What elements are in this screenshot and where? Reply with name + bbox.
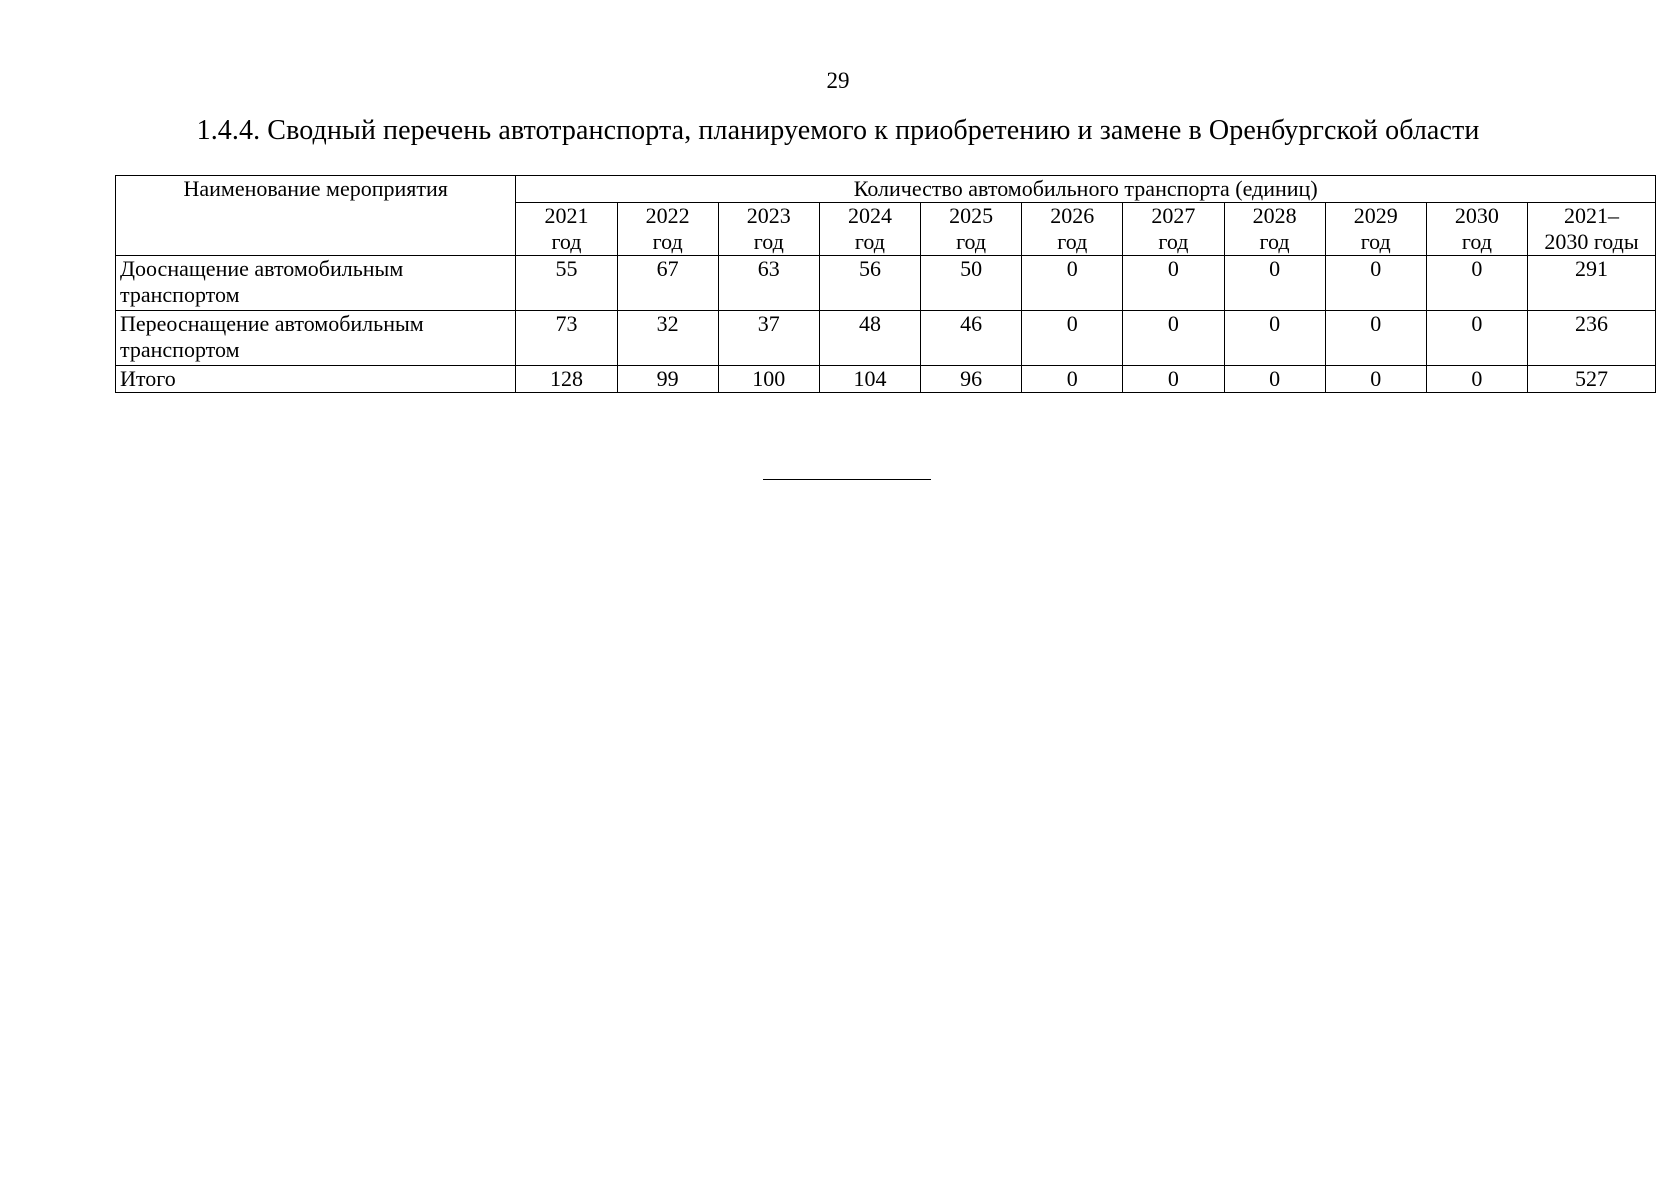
- cell-2023: 63: [718, 256, 819, 311]
- cell-2024: 104: [819, 366, 920, 393]
- cell-total: 236: [1527, 311, 1655, 366]
- cell-2024: 56: [819, 256, 920, 311]
- cell-2021: 73: [516, 311, 617, 366]
- cell-2022: 67: [617, 256, 718, 311]
- cell-2027: 0: [1123, 311, 1224, 366]
- cell-2030: 0: [1426, 256, 1527, 311]
- header-year-2023: 2023 год: [718, 203, 819, 256]
- cell-2022: 32: [617, 311, 718, 366]
- header-year-2022: 2022 год: [617, 203, 718, 256]
- header-year-2025: 2025 год: [921, 203, 1022, 256]
- header-vehicle-count: Количество автомобильного транспорта (единиц): [516, 176, 1656, 203]
- row-label: Итого: [116, 366, 516, 393]
- document-title: 1.4.4. Сводный перечень автотранспорта, планируемого к приобретению и замене в Оренбургской области: [196, 115, 1480, 146]
- header-total-2021-2030: 2021– 2030 годы: [1527, 203, 1655, 256]
- cell-2026: 0: [1022, 256, 1123, 311]
- cell-2025: 50: [921, 256, 1022, 311]
- header-year-2021: 2021 год: [516, 203, 617, 256]
- row-label: Переоснащение автомобильным транспортом: [116, 311, 516, 366]
- cell-2023: 37: [718, 311, 819, 366]
- header-year-2028: 2028 год: [1224, 203, 1325, 256]
- cell-2030: 0: [1426, 366, 1527, 393]
- header-year-2029: 2029 год: [1325, 203, 1426, 256]
- cell-2028: 0: [1224, 256, 1325, 311]
- header-year-2024: 2024 год: [819, 203, 920, 256]
- cell-2028: 0: [1224, 311, 1325, 366]
- header-activity-name: Наименование мероприятия: [116, 176, 516, 256]
- cell-2026: 0: [1022, 311, 1123, 366]
- cell-2025: 46: [921, 311, 1022, 366]
- cell-2021: 128: [516, 366, 617, 393]
- cell-2022: 99: [617, 366, 718, 393]
- table-row-re-equipment: [116, 311, 1656, 366]
- summary-table: [115, 175, 1656, 393]
- header-year-2026: 2026 год: [1022, 203, 1123, 256]
- cell-2029: 0: [1325, 311, 1426, 366]
- row-label: Дооснащение автомобильным транспортом: [116, 256, 516, 311]
- cell-2029: 0: [1325, 366, 1426, 393]
- table-row-additional-equipment: [116, 256, 1656, 311]
- end-separator-line: [763, 479, 931, 480]
- cell-total: 291: [1527, 256, 1655, 311]
- cell-2026: 0: [1022, 366, 1123, 393]
- cell-2025: 96: [921, 366, 1022, 393]
- page-number: 29: [826, 68, 850, 93]
- cell-2027: 0: [1123, 366, 1224, 393]
- cell-2024: 48: [819, 311, 920, 366]
- cell-2027: 0: [1123, 256, 1224, 311]
- cell-total: 527: [1527, 366, 1655, 393]
- cell-2021: 55: [516, 256, 617, 311]
- cell-2028: 0: [1224, 366, 1325, 393]
- header-year-2030: 2030 год: [1426, 203, 1527, 256]
- cell-2029: 0: [1325, 256, 1426, 311]
- table-row-total: [116, 366, 1656, 393]
- cell-2023: 100: [718, 366, 819, 393]
- cell-2030: 0: [1426, 311, 1527, 366]
- header-year-2027: 2027 год: [1123, 203, 1224, 256]
